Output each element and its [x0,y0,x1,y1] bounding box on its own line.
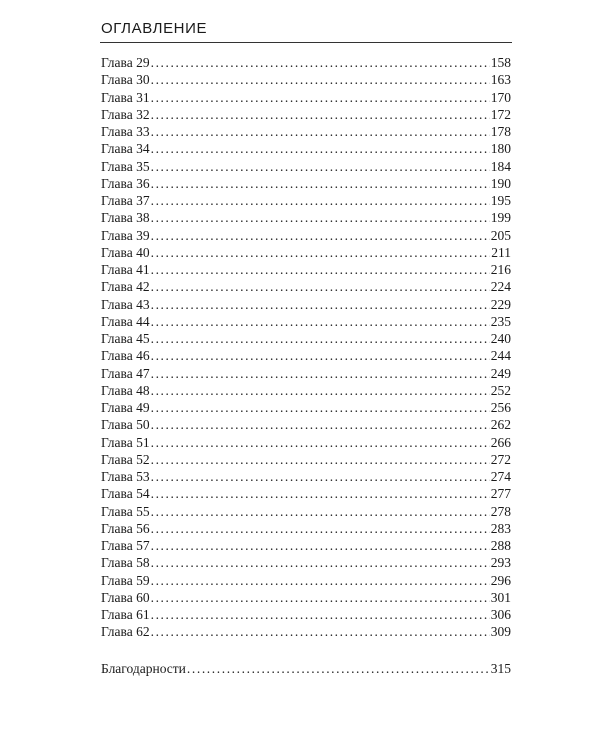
leader-dots [151,54,490,71]
toc-entry-page: 172 [490,106,511,122]
toc-entry-page: 288 [490,538,511,553]
toc-entry-page: 252 [490,382,511,398]
leader-dots [151,209,490,226]
toc-entry[interactable] [101,140,511,157]
leader-dots [151,278,490,295]
toc-entry-label: Глава 33 [101,124,150,139]
toc-entry[interactable] [101,244,511,261]
toc-entry-page: 293 [490,555,511,571]
toc-entry-label: Глава 35 [101,158,150,174]
leader-dots [151,244,491,261]
toc-entry[interactable] [101,468,511,485]
toc-entry-page: 235 [490,313,511,329]
toc-entry-page: 249 [490,365,511,381]
leader-dots [151,468,490,485]
toc-entry-label: Глава 45 [101,331,150,346]
toc-entry-label: Глава 59 [101,572,150,588]
toc-entry-label: Глава 32 [101,106,150,122]
toc-entry-page: 199 [490,210,511,226]
toc-entry-label: Глава 41 [101,262,150,277]
toc-entry-label: Глава 48 [101,382,150,398]
leader-dots [151,313,490,330]
toc-entry-label: Глава 51 [101,434,150,450]
toc-entry[interactable] [101,313,511,330]
leader-dots [151,261,490,278]
toc-entry[interactable] [101,554,511,571]
toc-entry-page: 195 [490,193,511,208]
leader-dots [151,503,490,520]
toc-entry[interactable] [101,158,511,175]
leader-dots [187,660,490,677]
toc-entry-page: 301 [490,589,511,605]
toc-entry-label: Глава 54 [101,486,150,502]
toc-entry-label: Глава 50 [101,417,150,433]
toc-entry[interactable] [101,416,511,433]
toc-entry-label: Глава 56 [101,520,150,536]
toc-entry-label: Глава 53 [101,469,150,484]
toc-list [101,54,511,641]
toc-entry-page: 272 [490,451,511,467]
toc-entry-page: 278 [490,503,511,519]
toc-entry[interactable] [101,71,511,88]
toc-entry-page: 216 [490,262,511,277]
toc-acknowledgements [101,660,511,677]
leader-dots [151,123,490,140]
leader-dots [151,554,490,571]
toc-entry-page: 211 [491,244,511,260]
toc-entry-label: Глава 43 [101,296,150,312]
leader-dots [151,520,490,537]
toc-entry-page: 224 [490,279,511,295]
toc-entry-label: Глава 36 [101,175,150,191]
toc-entry[interactable] [101,123,511,140]
toc-entry-label: Глава 42 [101,279,150,295]
toc-entry[interactable] [101,520,511,537]
toc-entry-label: Глава 47 [101,365,150,381]
toc-entry[interactable] [101,347,511,364]
toc-entry[interactable] [101,175,511,192]
toc-entry-label: Глава 34 [101,141,150,157]
leader-dots [151,399,490,416]
toc-entry-label: Глава 57 [101,538,150,553]
toc-entry-page: 256 [490,400,511,415]
leader-dots [151,623,490,640]
toc-entry-acknowledgements[interactable] [101,660,511,677]
toc-entry-page: 163 [490,72,511,88]
leader-dots [151,140,490,157]
toc-entry-page: 315 [490,661,511,676]
toc-entry-page: 158 [490,55,511,70]
toc-entry[interactable] [101,399,511,416]
toc-entry-page: 283 [490,520,511,536]
toc-entry[interactable] [101,451,511,468]
toc-entry-page: 274 [490,469,511,484]
toc-entry[interactable] [101,209,511,226]
toc-entry[interactable] [101,434,511,451]
toc-entry[interactable] [101,365,511,382]
toc-entry-label: Глава 40 [101,244,150,260]
toc-entry-label: Благодарности [101,661,186,676]
leader-dots [151,158,490,175]
toc-entry[interactable] [101,278,511,295]
leader-dots [151,606,490,623]
toc-entry-label: Глава 60 [101,589,150,605]
leader-dots [151,330,490,347]
toc-entry-label: Глава 49 [101,400,150,415]
leader-dots [151,296,490,313]
toc-entry-page: 244 [490,348,511,364]
toc-entry-label: Глава 55 [101,503,150,519]
toc-entry[interactable] [101,623,511,640]
leader-dots [151,192,490,209]
toc-entry-page: 306 [490,607,511,622]
toc-entry-label: Глава 37 [101,193,150,208]
toc-entry[interactable] [101,589,511,606]
leader-dots [151,106,490,123]
toc-entry[interactable] [101,382,511,399]
leader-dots [151,434,490,451]
toc-entry-label: Глава 46 [101,348,150,364]
toc-entry-page: 262 [490,417,511,433]
toc-entry-page: 296 [490,572,511,588]
page-title: ОГЛАВЛЕНИЕ [101,20,208,37]
toc-entry-label: Глава 31 [101,89,150,105]
page-header [100,18,512,43]
toc-entry-page: 190 [490,175,511,191]
leader-dots [151,71,490,88]
toc-entry-page: 205 [490,227,511,243]
toc-entry-label: Глава 44 [101,313,150,329]
toc-entry-page: 184 [490,158,511,174]
toc-entry-label: Глава 38 [101,210,150,226]
toc-entry[interactable] [101,537,511,554]
toc-entry-label: Глава 29 [101,55,150,70]
toc-entry-label: Глава 39 [101,227,150,243]
leader-dots [151,572,490,589]
toc-entry-label: Глава 52 [101,451,150,467]
toc-entry[interactable] [101,54,511,71]
leader-dots [151,485,490,502]
toc-entry-label: Глава 58 [101,555,150,571]
leader-dots [151,347,490,364]
toc-entry[interactable] [101,296,511,313]
leader-dots [151,589,490,606]
toc-entry-page: 178 [490,124,511,139]
leader-dots [151,175,490,192]
toc-entry[interactable] [101,106,511,123]
leader-dots [151,451,490,468]
leader-dots [151,382,490,399]
toc-entry-page: 309 [490,624,511,640]
toc-entry-page: 240 [490,331,511,346]
toc-entry-page: 277 [490,486,511,502]
leader-dots [151,537,490,554]
toc-entry[interactable] [101,503,511,520]
toc-entry-label: Глава 61 [101,607,150,622]
toc-entry[interactable] [101,227,511,244]
leader-dots [151,365,490,382]
leader-dots [151,416,490,433]
toc-entry-label: Глава 62 [101,624,150,640]
toc-entry[interactable] [101,89,511,106]
leader-dots [151,227,490,244]
toc-entry-page: 266 [490,434,511,450]
toc-entry-page: 180 [490,141,511,157]
toc-entry[interactable] [101,572,511,589]
toc-entry[interactable] [101,192,511,209]
toc-entry[interactable] [101,261,511,278]
toc-entry[interactable] [101,485,511,502]
leader-dots [151,89,490,106]
toc-entry-label: Глава 30 [101,72,150,88]
toc-entry-page: 229 [490,296,511,312]
toc-entry[interactable] [101,606,511,623]
toc-entry-page: 170 [490,89,511,105]
toc-entry[interactable] [101,330,511,347]
